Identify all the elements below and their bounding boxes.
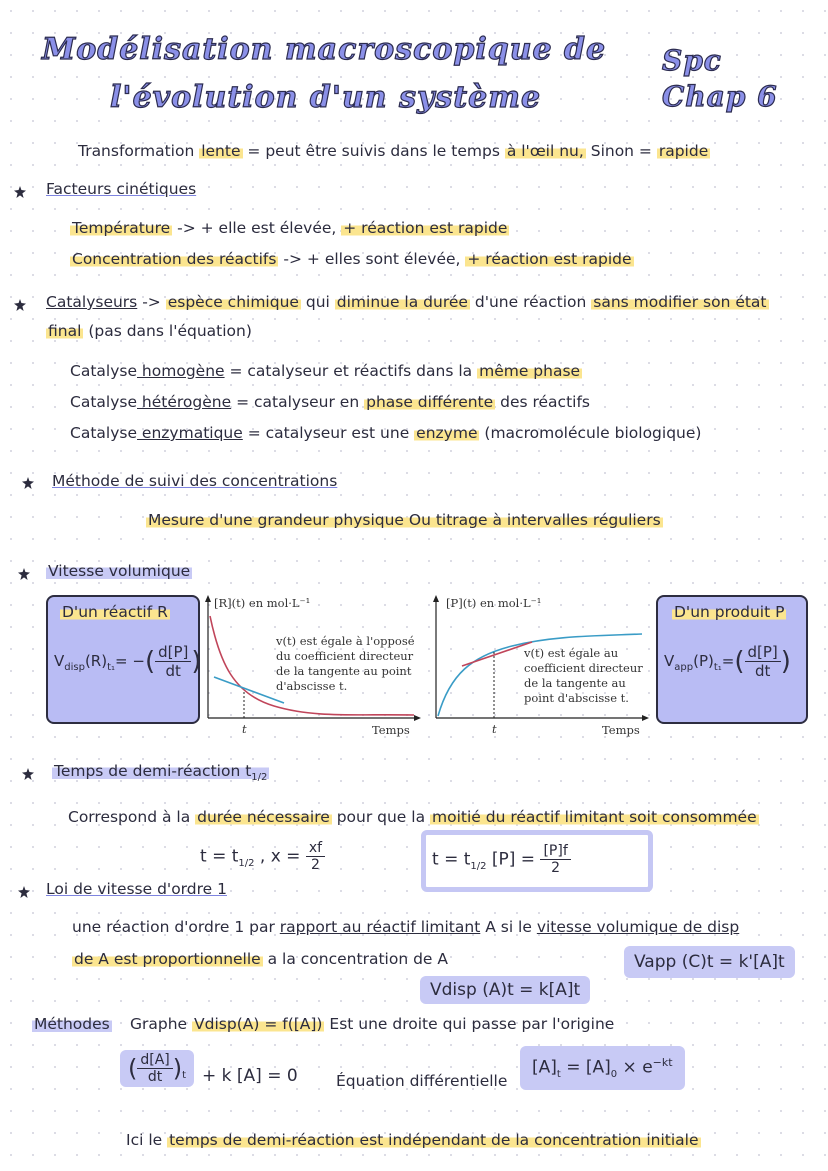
bullet-star-icon — [14, 186, 26, 198]
graph2-t-label: t — [492, 722, 497, 736]
methode-heading: Méthode de suivi des concentrations — [52, 472, 338, 490]
demi-formula-2-box — [421, 830, 653, 892]
demi-text-2: pour que la — [331, 808, 430, 826]
produit-rate-box — [656, 595, 808, 724]
methode-line: Mesure d'une grandeur physique Ou titrage à intervalles réguliers — [148, 511, 661, 529]
ordre1-line-1 — [72, 918, 739, 936]
graph1-t-label: t — [242, 722, 247, 736]
temperature-text: -> + elle est élevée, — [172, 219, 342, 237]
intro-text-3: Sinon = — [585, 142, 657, 160]
demi-heading: Temps de demi-réaction $t_{1/2}$ — [54, 762, 268, 784]
catalyseur-text-3: (pas dans l'équation) — [83, 322, 252, 340]
bullet-star-icon — [14, 299, 26, 311]
methodes-label: Méthodes — [34, 1015, 110, 1033]
graph1-ylabel: [R](t) en mol·L⁻¹ — [214, 596, 311, 610]
enzymatique-word: enzymatique — [137, 424, 243, 442]
differential-equation-tail: + k [A] = 0 — [202, 1066, 298, 1086]
ordre1-vitesse: vitesse volumique de disp — [536, 918, 740, 936]
catalyseur-etat: sans modifier son état — [593, 293, 767, 311]
temperature-label: Température — [72, 219, 171, 237]
final-line — [126, 1131, 701, 1149]
homogene-hl: même phase — [479, 362, 581, 380]
catalyse-homogene — [70, 362, 582, 380]
catalyseurs-heading: Catalyseurs — [46, 293, 138, 311]
catalyse-label: Catalyse — [70, 393, 137, 411]
catalyse-enzymatique — [70, 424, 701, 442]
intro-rapide: rapide — [658, 142, 709, 160]
intro-lente: lente — [201, 142, 241, 160]
demi-formula-2: $t = t_{1/2}$ [P] = $\frac{[P]f}{2}$ — [432, 843, 571, 876]
intro-oeil: à l'œil nu, — [506, 142, 584, 160]
demi-formula-1: $t = t_{1/2}$ , x = $\frac{xf}{2}$ — [200, 840, 325, 873]
intro-text-1: Transformation — [78, 142, 200, 160]
catalyseur-espece: espèce chimique — [167, 293, 299, 311]
facteurs-heading: Facteurs cinétiques — [46, 180, 197, 198]
homogene-text: = catalyseur et réactifs dans la — [224, 362, 478, 380]
graphe-formula: Vdisp(A) = f([A]) — [194, 1015, 323, 1033]
bullet-star-icon — [18, 568, 30, 580]
x-axis-arrow-icon — [642, 715, 649, 721]
facteurs-concentration — [70, 250, 634, 268]
enzymatique-text-1: = catalyseur est une — [242, 424, 415, 442]
enzymatique-hl: enzyme — [416, 424, 478, 442]
reactif-box-title: D'un réactif R — [62, 603, 168, 621]
concentration-result: + réaction est rapide — [467, 250, 632, 268]
graphe-line — [130, 1015, 614, 1033]
demi-duree: durée nécessaire — [197, 808, 330, 826]
vdisp-formula: Vdisp (A)t = k[A]t — [420, 976, 590, 1004]
ordre1-proportionnelle: de A est proportionnelle — [74, 950, 261, 968]
graph1-caption: v(t) est égale à l'opposé du coefficient directeur de la tangente au point d'abscisse t. — [276, 634, 415, 693]
reactif-rate-box — [46, 595, 200, 724]
y-axis-arrow-icon — [205, 595, 211, 602]
heterogene-word: hétérogène — [137, 393, 232, 411]
bullet-star-icon — [18, 886, 30, 898]
enzymatique-text-2: (macromolécule biologique) — [479, 424, 702, 442]
vapp-formula: Vapp (C)t = k'[A]t — [624, 946, 795, 978]
ordre1-text-3: a la concentration de A — [262, 950, 448, 968]
ordre1-text-1: une réaction d'ordre 1 par — [72, 918, 280, 936]
ordre1-line-2 — [72, 950, 448, 968]
concentration-text: -> + elles sont élevée, — [278, 250, 466, 268]
intro-text-2: = peut être suivis dans le temps — [242, 142, 505, 160]
page-title-line-1: Modélisation macroscopique de — [42, 32, 607, 67]
ordre1-heading: Loi de vitesse d'ordre 1 — [46, 880, 227, 898]
demi-moitie: moitié du réactif limitant soit consommée — [432, 808, 757, 826]
facteurs-temperature — [70, 219, 509, 237]
catalyse-label: Catalyse — [70, 424, 137, 442]
graph1-xlabel: Temps — [372, 723, 410, 737]
solution-formula: $[A]_t = [A]_0 \times e^{-kt}$ — [520, 1046, 685, 1090]
graphe-text: Est une droite qui passe par l'origine — [324, 1015, 615, 1033]
catalyseur-duree: diminue la durée — [336, 293, 468, 311]
catalyse-heterogene — [70, 393, 590, 411]
produit-rate-formula: $V_{app}(P)_{t_1}=$( $\frac{d[P]}{dt}$ ) — [664, 643, 791, 680]
concentration-label: Concentration des réactifs — [72, 250, 277, 268]
catalyseur-final: final — [48, 322, 82, 340]
demi-text-1: Correspond à la — [68, 808, 196, 826]
graph2-ylabel: [P](t) en mol·L⁻¹ — [446, 596, 542, 610]
temperature-result: + réaction est rapide — [343, 219, 508, 237]
tangent-line — [462, 642, 532, 666]
graph2-caption: v(t) est égale au coefficient directeur de la tangente au point d'abscisse t. — [524, 646, 643, 705]
chapter-label: Chap 6 — [662, 80, 778, 113]
subject-label: Spc — [662, 44, 722, 77]
demi-definition — [68, 808, 759, 826]
catalyseur-text-2: d'une réaction — [469, 293, 592, 311]
homogene-word: homogène — [137, 362, 225, 380]
vitesse-heading: Vitesse volumique — [48, 562, 191, 580]
ordre1-text-2: A si le — [480, 918, 537, 936]
intro-line — [78, 142, 710, 160]
graph2-xlabel: Temps — [602, 723, 640, 737]
heterogene-text-1: = catalyseur en — [231, 393, 365, 411]
eqdiff-label: Équation différentielle — [336, 1072, 508, 1090]
produit-box-title: D'un produit P — [674, 603, 785, 621]
catalyseur-text-1: qui — [300, 293, 335, 311]
heterogene-text-2: des réactifs — [495, 393, 590, 411]
catalyse-label: Catalyse — [70, 362, 137, 380]
catalyseurs-line-2 — [46, 322, 252, 340]
catalyseurs-line-1 — [46, 293, 769, 311]
final-text: Ici le — [126, 1131, 168, 1149]
x-axis-arrow-icon — [414, 715, 421, 721]
arrow-text: -> — [137, 293, 166, 311]
final-hl: temps de demi-réaction est indépendant de la concentration initiale — [169, 1131, 699, 1149]
heterogene-hl: phase différente — [366, 393, 494, 411]
graphe-label: Graphe — [130, 1015, 188, 1033]
y-axis-arrow-icon — [433, 595, 439, 602]
page-title-line-2: l'évolution d'un système — [110, 80, 542, 115]
reactif-rate-formula: $V_{disp}(R)_{t_1}=$ −( $\frac{d[P]}{dt}$ ) — [54, 643, 202, 680]
differential-equation: ( $\frac{d[A]}{dt}$ )$_t$ — [120, 1050, 194, 1087]
tangent-line — [214, 677, 284, 703]
ordre1-rapport: rapport au réactif limitant — [279, 918, 481, 936]
bullet-star-icon — [22, 768, 34, 780]
bullet-star-icon — [22, 477, 34, 489]
